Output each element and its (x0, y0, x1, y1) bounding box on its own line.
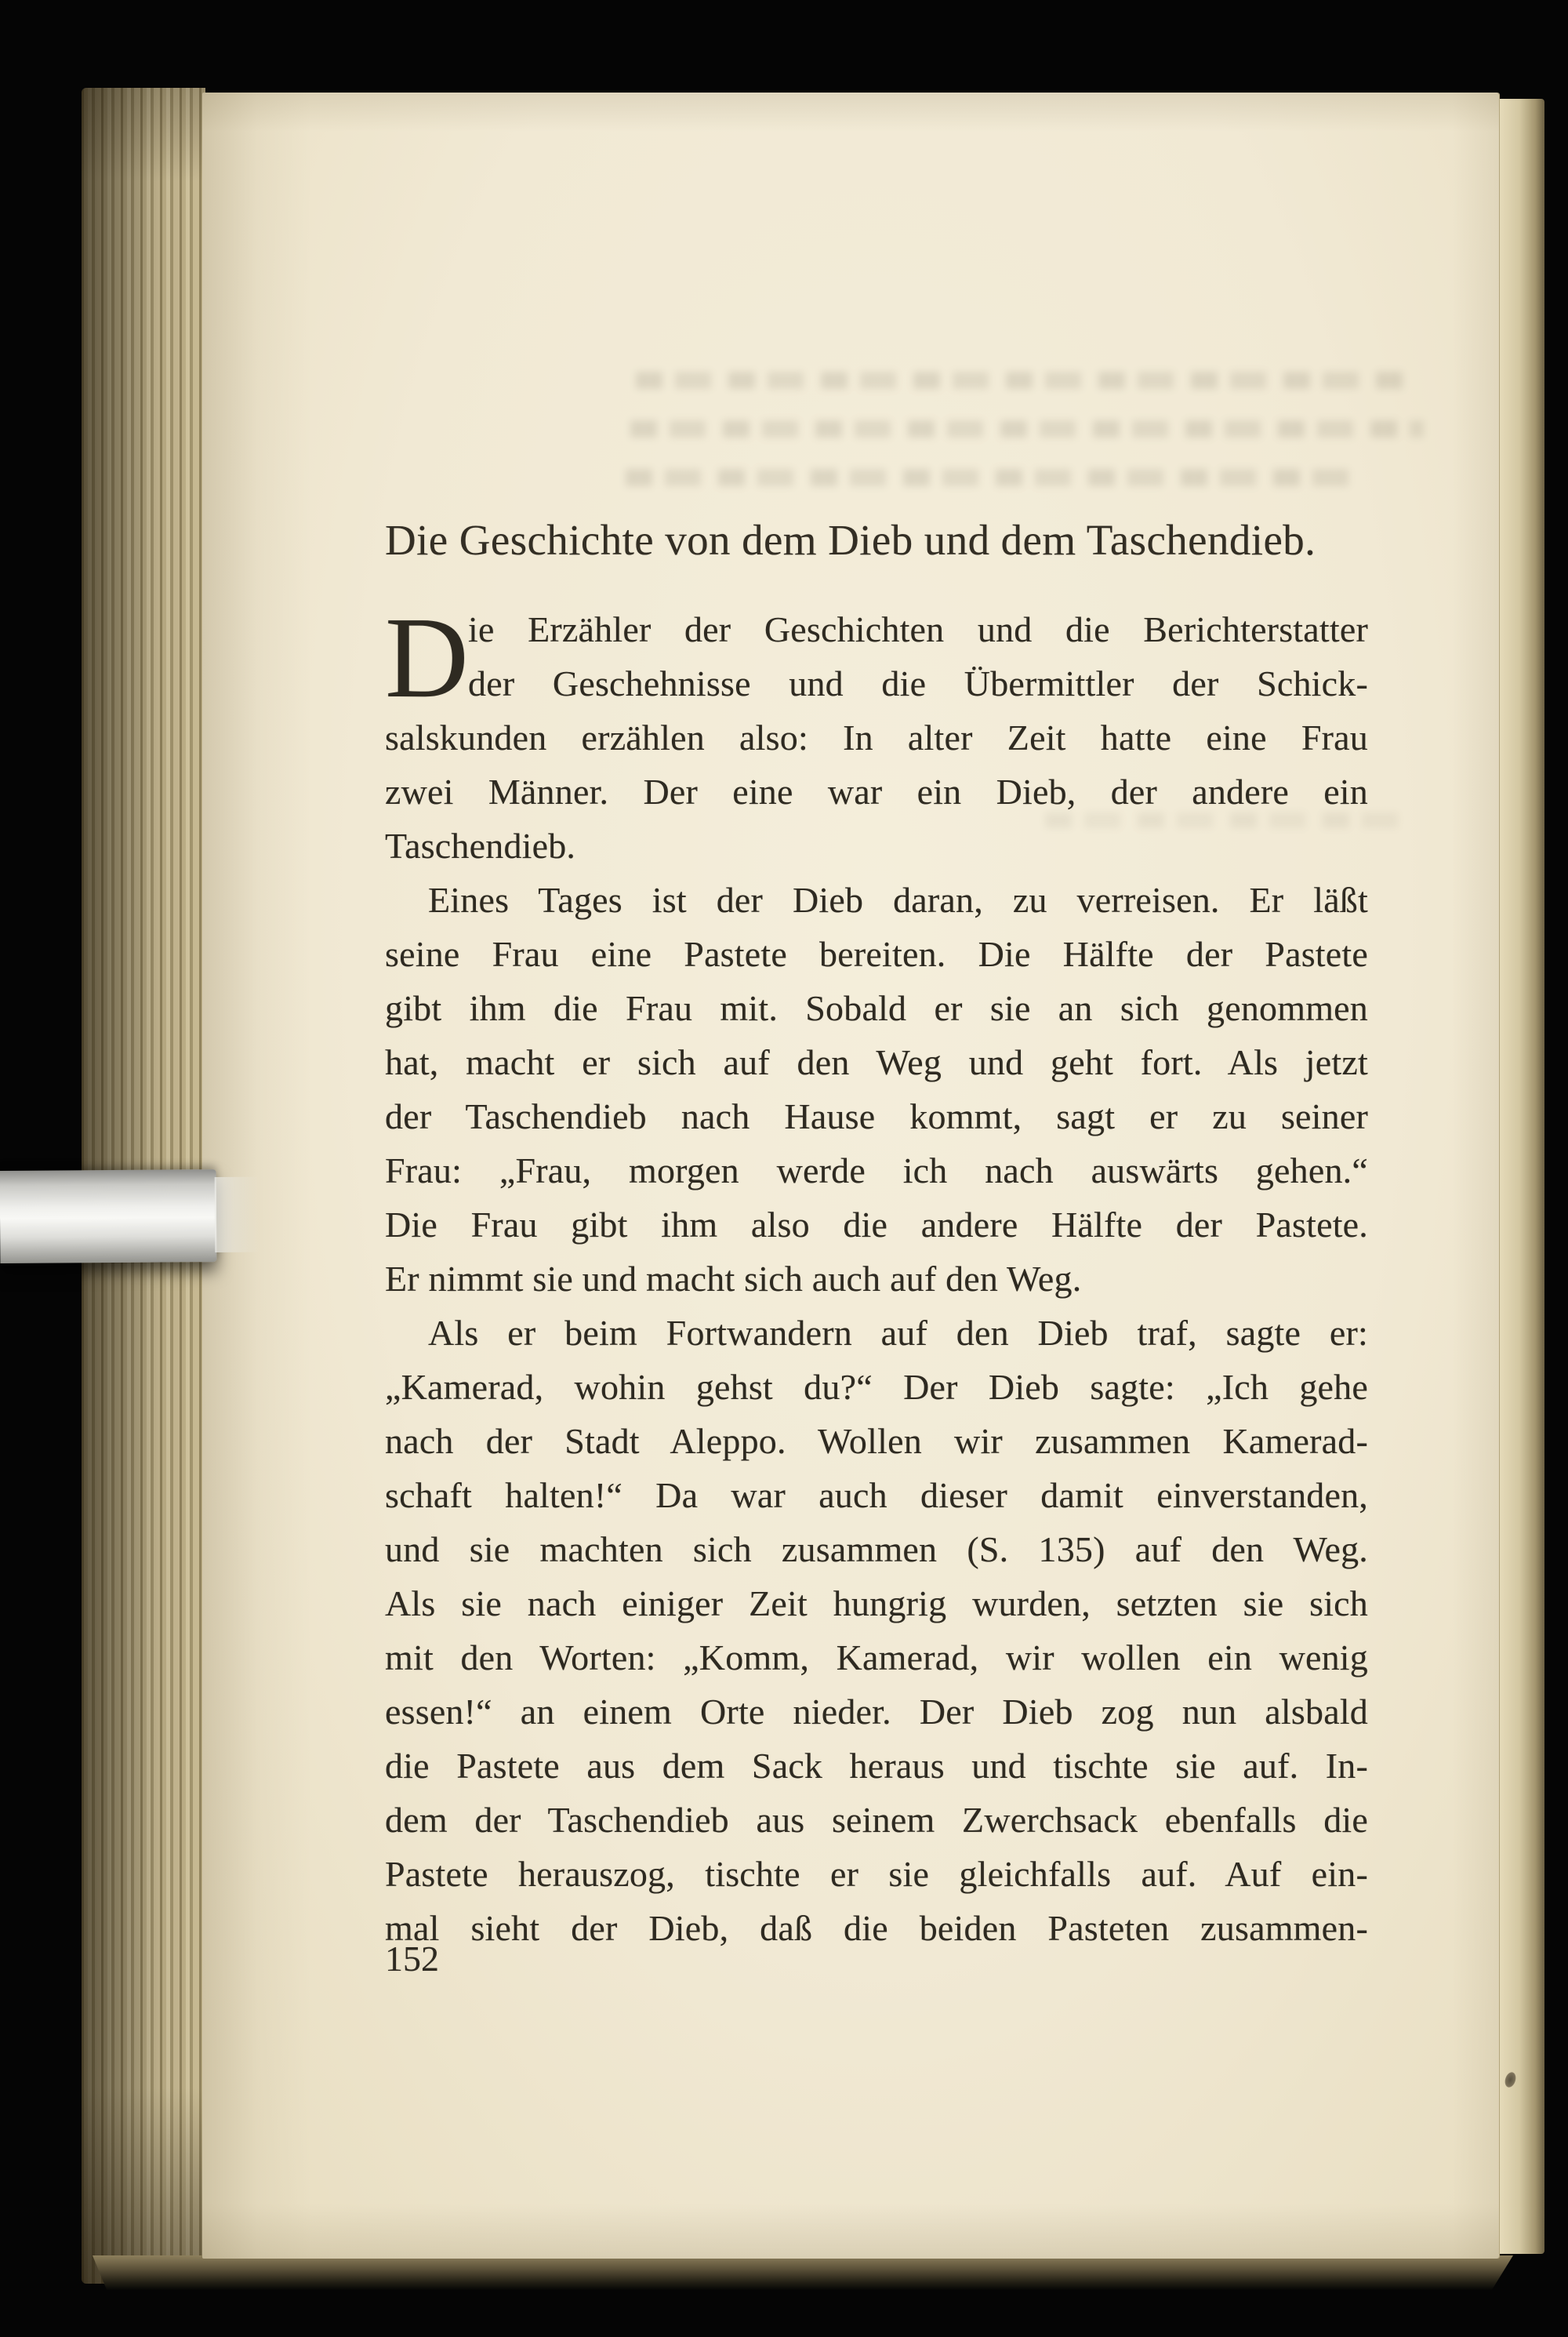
under-page-edge (1497, 99, 1544, 2254)
book-bottom-edge (93, 2255, 1513, 2290)
drop-cap-letter: D (385, 594, 469, 722)
text-line: hat, macht er sich auf den Weg und geht fort. Als jetzt (385, 1042, 1368, 1082)
show-through-text (636, 372, 1412, 389)
text-line: Er nimmt sie und macht sich auch auf den Weg. (385, 1259, 1082, 1299)
text-line: dem der Taschendieb aus seinem Zwerchsack ebenfalls die (385, 1800, 1368, 1840)
text-line: Taschendieb. (385, 826, 576, 866)
book-page (202, 93, 1499, 2259)
page-text (385, 510, 1368, 1955)
text-line: Eines Tages ist der Dieb daran, zu verreisen. Er läßt (428, 880, 1368, 920)
text-line: mit den Worten: „Komm, Kamerad, wir wollen ein wenig (385, 1637, 1368, 1677)
text-line: ie Erzähler der Geschichten und die Berichterstatter (468, 609, 1368, 649)
text-line: zwei Männer. Der eine war ein Dieb, der andere ein (385, 772, 1368, 812)
bookmark-tip (215, 1177, 260, 1252)
show-through-text (626, 469, 1355, 486)
text-line: Pastete herauszog, tischte er sie gleichfalls auf. Auf ein- (385, 1854, 1368, 1894)
ink-speck (1503, 2070, 1518, 2088)
text-line: die Pastete aus dem Sack heraus und tischte sie auf. In- (385, 1746, 1368, 1786)
text-line: Frau: „Frau, morgen werde ich nach auswärts gehen.“ (385, 1150, 1368, 1190)
paragraph (385, 873, 1368, 1306)
text-line: salskunden erzählen also: In alter Zeit hatte eine Frau (385, 718, 1368, 758)
text-line: und sie machten sich zusammen (S. 135) auf den Weg. (385, 1529, 1368, 1569)
text-line: „Kamerad, wohin gehst du?“ Der Dieb sagte: „Ich gehe (385, 1367, 1368, 1407)
text-line: seine Frau eine Pastete bereiten. Die Hälfte der Pastete (385, 934, 1368, 974)
text-line: nach der Stadt Aleppo. Wollen wir zusammen Kamerad- (385, 1421, 1368, 1461)
show-through-text (630, 420, 1424, 438)
text-line: mal sieht der Dieb, daß die beiden Pasteten zusammen- (385, 1908, 1368, 1948)
text-line: der Geschehnisse und die Übermittler der Schick- (468, 663, 1368, 703)
page-title: Die Geschichte von dem Dieb und dem Taschendieb. (385, 516, 1316, 564)
text-line: essen!“ an einem Orte nieder. Der Dieb zog nun alsbald (385, 1692, 1368, 1732)
text-line: der Taschendieb nach Hause kommt, sagt er zu seiner (385, 1096, 1368, 1136)
page-number: 152 (385, 1939, 439, 1979)
bookmark-ribbon (0, 1169, 216, 1263)
text-line: Die Frau gibt ihm also die andere Hälfte der Pastete. (385, 1205, 1368, 1245)
text-line: Als er beim Fortwandern auf den Dieb traf, sagte er: (428, 1313, 1368, 1353)
paragraph (385, 594, 1368, 873)
text-line: schaft halten!“ Da war auch dieser damit einverstanden, (385, 1475, 1368, 1515)
text-line: gibt ihm die Frau mit. Sobald er sie an sich genommen (385, 988, 1368, 1028)
text-line: Als sie nach einiger Zeit hungrig wurden, setzten sie sich (385, 1583, 1368, 1623)
paragraph (385, 1306, 1368, 1955)
